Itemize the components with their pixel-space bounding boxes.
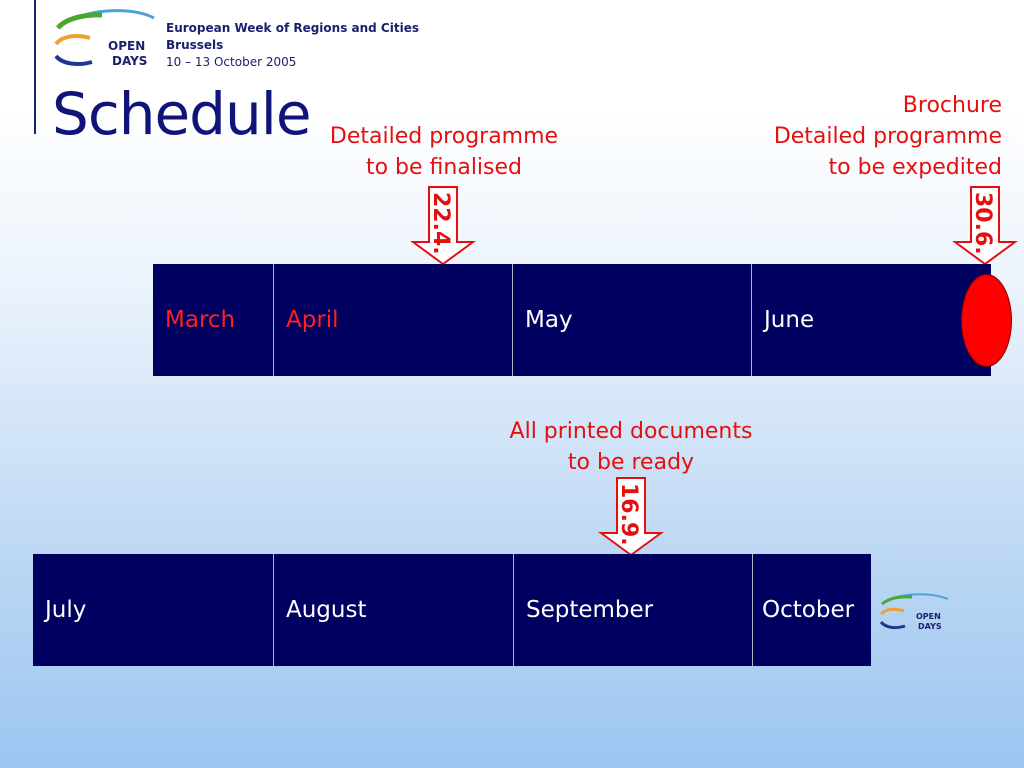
header-divider (34, 0, 36, 134)
event-city: Brussels (166, 38, 224, 52)
svg-text:OPEN: OPEN (108, 39, 146, 53)
event-dates: 10 – 13 October 2005 (166, 55, 297, 69)
event-info (166, 20, 419, 71)
month-july: July (45, 597, 87, 623)
open-days-small-logo (878, 590, 952, 634)
milestone-note-documents-ready: All printed documents to be ready (509, 419, 753, 475)
month-october: October (752, 554, 871, 666)
month-april: April (273, 264, 512, 376)
open-days-logo (52, 6, 162, 72)
month-august: August (273, 554, 513, 666)
event-name: European Week of Regions and Cities (166, 21, 419, 35)
milestone-date-30-6: 30.6. (970, 192, 995, 255)
svg-text:DAYS: DAYS (112, 54, 148, 68)
milestone-date-16-9: 16.9. (616, 483, 641, 546)
milestone-arrow-30-6 (952, 186, 1018, 266)
svg-text:DAYS: DAYS (918, 622, 942, 631)
timeline-march-june (153, 264, 991, 376)
timeline-july-october (33, 554, 871, 666)
month-march: March (165, 307, 236, 333)
month-september: September (513, 554, 752, 666)
month-june: June (751, 264, 991, 376)
milestone-note-programme-finalised: Detailed programme to be finalised (329, 124, 559, 180)
page-title: Schedule (52, 80, 311, 148)
milestone-arrow-22-4 (410, 186, 476, 266)
month-may: May (512, 264, 751, 376)
end-of-june-marker (961, 274, 1012, 367)
svg-text:OPEN: OPEN (916, 612, 941, 621)
milestone-date-22-4: 22.4. (428, 192, 453, 255)
milestone-arrow-16-9 (598, 477, 664, 557)
milestone-note-brochure-expedited: Brochure Detailed programme to be expedited (773, 93, 1002, 180)
